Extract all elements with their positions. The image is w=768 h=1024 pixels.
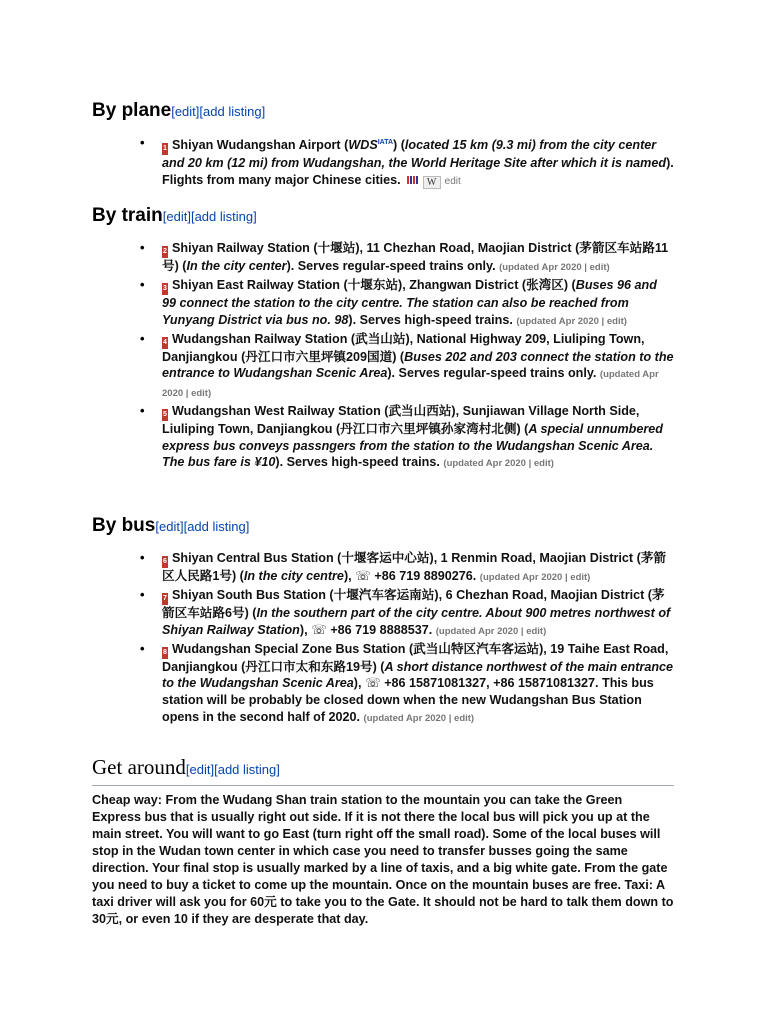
plane-listings <box>162 135 674 191</box>
map-marker[interactable]: 1 <box>162 143 168 155</box>
listing-text: Wudangshan Railway Station (武当山站), National Highway 209, Liuliping Town, Danjiangkou (丹江口市六里坪镇209国道) ( <box>162 331 645 364</box>
add-listing-link[interactable]: add listing <box>203 104 262 119</box>
heading-get-around <box>92 755 280 780</box>
listing-desc: ), ☏ +86 15871081327, +86 15871081327. This bus station will be probably be closed down when the new Wudangshan Bus Station opens in the second half of 2020. <box>162 676 654 724</box>
wikipedia-icon[interactable]: W <box>423 176 441 189</box>
updated-date: updated Apr 2020 <box>502 262 582 273</box>
updated-date: updated Apr 2020 <box>438 625 519 637</box>
edit-link[interactable]: edit <box>189 762 211 777</box>
listing-desc: ). Serves high-speed trains. <box>275 455 440 470</box>
edit-link[interactable]: edit <box>589 262 607 273</box>
listing-detail: located 15 km (9.3 mi) from the city center and 20 km (12 mi) from Wudangshan, the World Heritage Site after which it is named <box>162 138 667 171</box>
listing-meta: (updated Apr 2020 | edit) <box>363 712 475 724</box>
bus-listings <box>162 550 674 728</box>
listing-desc: ). Serves high-speed trains. <box>348 312 513 327</box>
listing-detail: A short distance northwest of the main entrance to the Wudangshan Scenic Area <box>162 659 674 691</box>
map-marker[interactable]: 7 <box>162 593 168 605</box>
listing-detail: In the southern part of the city centre. About 900 metres northwest of Shiyan Railway Station <box>162 606 671 637</box>
edit-link[interactable]: edit <box>444 175 461 187</box>
edit-link[interactable]: edit <box>166 209 188 224</box>
heading-by-train <box>92 205 257 228</box>
map-marker[interactable]: 3 <box>162 283 168 295</box>
map-marker[interactable]: 2 <box>162 246 168 258</box>
listing-item <box>162 587 674 640</box>
listing-item <box>162 403 674 473</box>
updated-date: updated Apr 2020 <box>366 712 447 724</box>
listing-detail: In the city center <box>186 259 287 273</box>
heading-get-around-text: Get around <box>92 755 186 779</box>
listing-text: Shiyan South Bus Station (十堰汽车客运南站), 6 Chezhan Road, Maojian District (茅箭区车站路6号) ( <box>162 588 665 621</box>
edit-link[interactable]: edit <box>606 315 624 327</box>
map-marker[interactable]: 4 <box>162 337 168 349</box>
listing-desc: ), ☏ +86 719 8888537. <box>299 622 433 637</box>
listing-meta: (updated Apr 2020 | edit) <box>479 572 591 583</box>
edit-link[interactable]: edit <box>454 712 471 724</box>
updated-date: updated Apr 2020 <box>482 572 563 583</box>
listing-meta: (updated Apr 2020 | edit) <box>443 458 554 470</box>
listing-item <box>162 277 674 330</box>
section-edit-links: [edit][add listing] <box>185 762 280 777</box>
listing-item: • 1 Shiyan Wudangshan Airport $(WDS^{IATA})$ (located 15 km (9.3 mi) from the city center and 20 km (12 mi) from Wudangshan, the World Heritage Site after which it is named). Flights from many major Chinese cities. W edit <box>162 135 674 190</box>
map-marker[interactable]: 6 <box>162 556 168 568</box>
section-edit-links: [edit][add listing] <box>162 209 257 224</box>
edit-link[interactable]: edit <box>158 519 180 534</box>
listing-detail: In the city centre <box>243 569 344 583</box>
listing-meta: (updated Apr 2020 | edit) <box>162 369 659 399</box>
wikidata-icon[interactable] <box>407 176 419 184</box>
heading-by-bus-text: By bus <box>92 515 156 536</box>
edit-link[interactable]: edit <box>174 104 196 119</box>
add-listing-link[interactable]: add listing <box>194 209 254 224</box>
listing-text: Wudangshan Special Zone Bus Station (武当山特区汽车客运站), 19 Taihe East Road, Danjiangkou (丹江口市太和东路19号) ( <box>162 641 669 674</box>
add-listing-link[interactable]: add listing <box>217 762 277 777</box>
edit-link[interactable]: edit <box>526 625 544 637</box>
listing-meta: (updated Apr 2020 | edit) <box>435 625 547 637</box>
listing-icons <box>407 174 461 191</box>
listing-item <box>162 641 674 727</box>
add-listing-link[interactable]: add listing <box>187 519 246 534</box>
get-around-paragraph: Cheap way: From the Wudang Shan train station to the mountain you can take the Green Express bus that is usually right out side. If it is not there the local bus will pick you up at the main street. You will want to go East (turn right off the small road). Some of the local buses will stop in the Wudan town center in which case you need to transfer busses going the same direction. Your final stop is usually marked by a line of taxis, and a big white gate. From the gate you need to buy a ticket to come up the mountain. Once on the mountain buses are free. Taxi: A taxi driver will ask you for 60元 to take you to the Gate. It should not be hard to talk them down to 30元, or even 10 if they are desperate that day. <box>92 793 674 926</box>
iata-code: WDS <box>348 138 378 153</box>
heading-by-train-text: By train <box>92 205 163 226</box>
listing-meta: (updated Apr 2020 | edit) <box>516 315 627 327</box>
listing-text: Shiyan Railway Station (十堰站), 11 Chezhan Road, Maojian District (茅箭区车站路11号) ( <box>162 241 669 273</box>
listing-desc: ), ☏ +86 719 8890276. <box>343 569 477 583</box>
listing-desc: ). Serves regular-speed trains only. <box>286 259 496 273</box>
edit-link[interactable]: edit <box>191 387 208 399</box>
heading-by-bus <box>92 515 249 538</box>
listing-name: Shiyan Wudangshan Airport <box>172 138 341 153</box>
updated-date: updated Apr 2020 <box>519 315 599 327</box>
listing-detail: A special unnumbered express bus conveys passngers from the station to the Wudangshan Scenic Area. The bus fare is ¥10 <box>162 422 663 470</box>
updated-date: updated Apr 2020 <box>446 458 526 470</box>
section-edit-links: [edit][add listing] <box>171 104 266 119</box>
edit-link[interactable]: edit <box>533 458 551 470</box>
listing-detail: Buses 96 and 99 connect the station to the city centre. The station can also be reached from Yunyang District via bus no. 98 <box>162 278 657 327</box>
map-marker[interactable]: 5 <box>162 409 168 421</box>
edit-link[interactable]: edit <box>570 572 588 583</box>
listing-item <box>162 240 674 277</box>
heading-by-plane <box>92 100 265 123</box>
listing-text: Shiyan East Railway Station (十堰东站), Zhangwan District (张湾区) ( <box>172 278 576 293</box>
listing-text: Wudangshan West Railway Station (武当山西站), Sunjiawan Village North Side, Liuliping Town, Danjiangkou (丹江口市六里坪镇孙家湾村北侧) ( <box>162 404 640 437</box>
updated-date: updated Apr 2020 <box>162 369 659 399</box>
heading-by-plane-text: By plane <box>92 100 172 121</box>
listing-meta: (updated Apr 2020 | edit) <box>499 262 610 273</box>
iata-link[interactable]: IATA <box>377 139 394 146</box>
heading-underline <box>92 785 674 786</box>
map-marker[interactable]: 8 <box>162 647 168 659</box>
listing-item <box>162 331 674 403</box>
section-edit-links: [edit][add listing] <box>155 519 250 534</box>
train-listings <box>162 240 674 473</box>
listing-detail: Buses 202 and 203 connect the station to the entrance to Wudangshan Scenic Area <box>162 349 674 381</box>
listing-item <box>162 550 674 587</box>
listing-desc: . Flights from many major Chinese cities. <box>162 156 674 187</box>
listing-desc: ). Serves regular-speed trains only. <box>387 366 597 381</box>
listing-text: Shiyan Central Bus Station (十堰客运中心站), 1 Renmin Road, Maojian District (茅箭区人民路1号) ( <box>162 551 667 583</box>
